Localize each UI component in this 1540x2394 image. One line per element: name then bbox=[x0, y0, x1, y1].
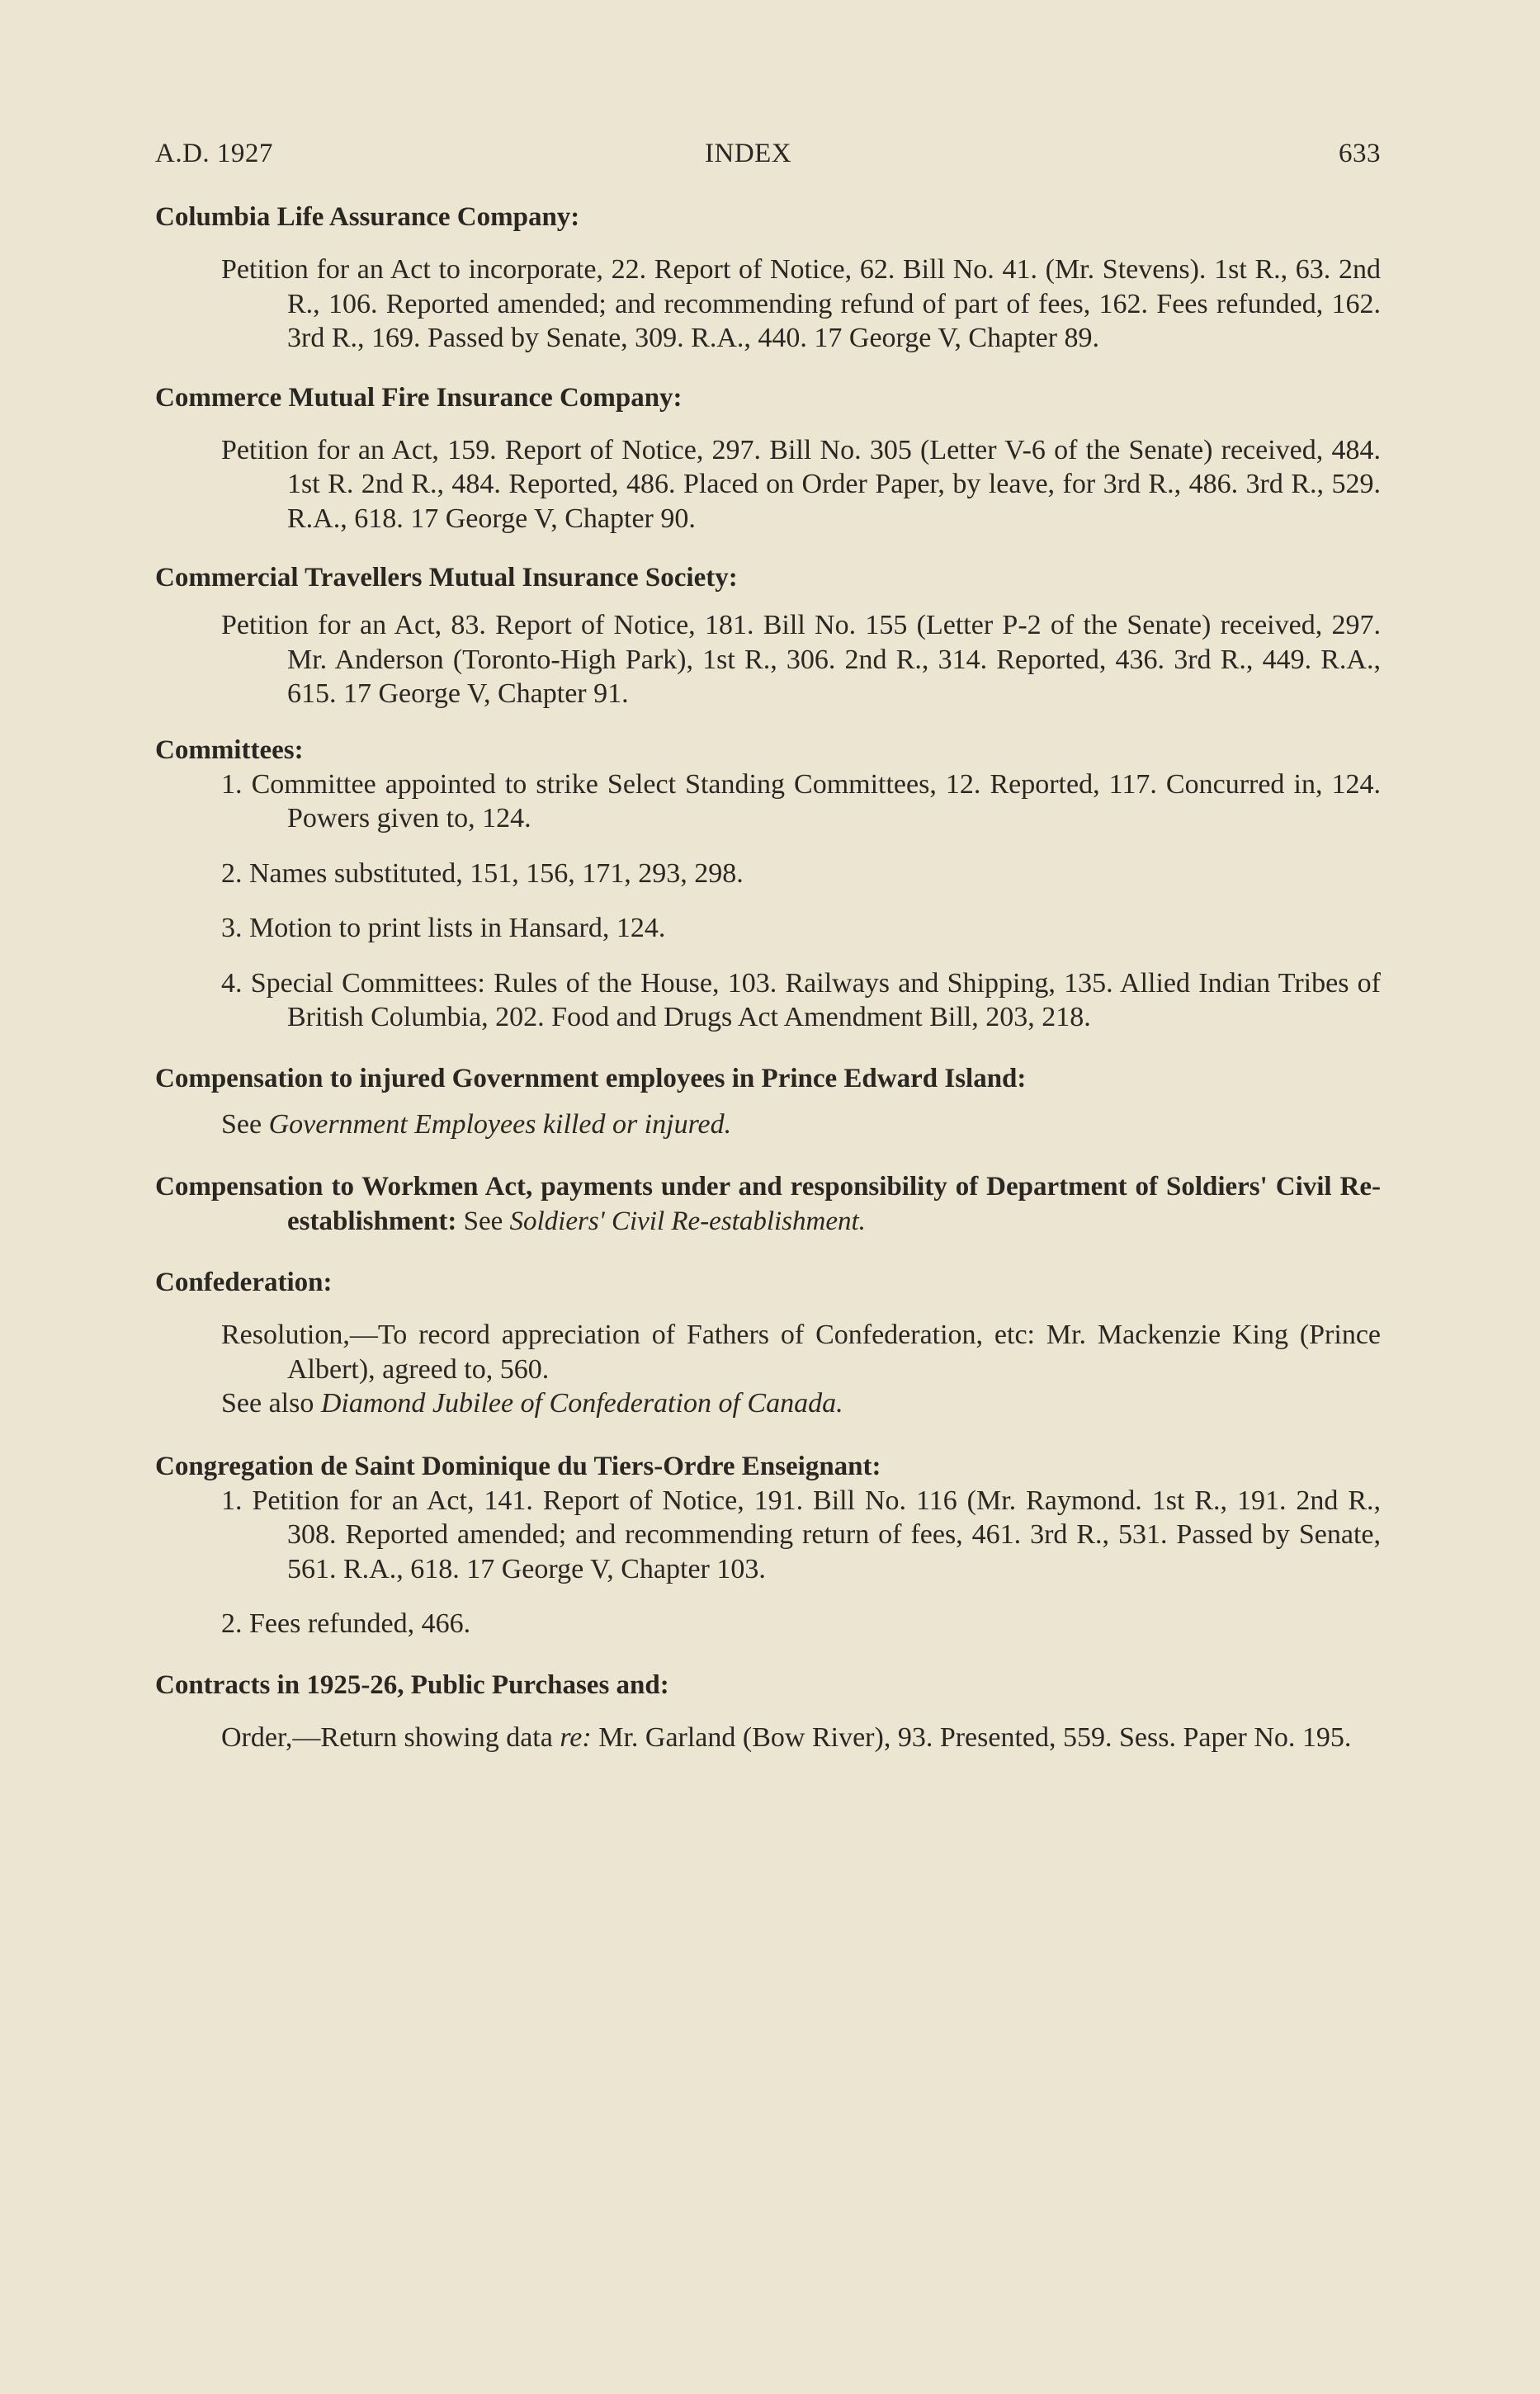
item-text: Special Committees: Rules of the House, 103. Railways and Shipping, 135. Allied Indian Tribes of British Columbia, 202. Food and Drugs Act Amendment Bill, 203, 218. bbox=[250, 967, 1381, 1032]
index-page bbox=[155, 139, 1381, 1754]
index-entry-compensation-workmen bbox=[155, 1169, 1381, 1239]
order-re: re: bbox=[560, 1721, 592, 1753]
index-entry-commercial-travellers bbox=[155, 560, 1381, 711]
entry-heading: Compensation to injured Government employees in Prince Edward Island: bbox=[155, 1063, 1027, 1093]
numbered-item bbox=[155, 857, 1381, 891]
item-text: Motion to print lists in Hansard, 124. bbox=[249, 913, 666, 943]
entry-paragraph: Petition for an Act, 159. Report of Notice, 297. Bill No. 305 (Letter V-6 of the Senate) received, 484. 1st R. 2nd R., 484. Reported, 486. Placed on Order Paper, by leave, for 3rd R., 486. 3rd R., 529. R.A., 618. 17 George V, Chapter 90. bbox=[221, 434, 1381, 534]
entry-heading: Commercial Travellers Mutual Insurance Society: bbox=[155, 563, 738, 593]
order-text-end: Mr. Garland (Bow River), 93. Presented, 559. Sess. Paper No. 195. bbox=[591, 1721, 1352, 1753]
item-number: 1. bbox=[221, 768, 243, 800]
running-head-date: A.D. 1927 bbox=[155, 139, 273, 168]
see-target: Soldiers' Civil Re-establishment. bbox=[509, 1206, 866, 1236]
see-label: See bbox=[463, 1206, 503, 1236]
running-head-title: INDEX bbox=[705, 139, 792, 168]
see-target: Government Employees killed or injured. bbox=[268, 1108, 732, 1140]
index-entry-columbia-life bbox=[155, 200, 1381, 356]
item-text: Petition for an Act, 141. Report of Notice, 191. Bill No. 116 (Mr. Raymond. 1st R., 191. 2nd R., 308. Reported amended; and recommending return of fees, 461. 3rd R., 531. Passed by Senate, 561. R.A., 618. 17 George V, Chapter 103. bbox=[252, 1485, 1382, 1584]
entry-paragraph: Petition for an Act, 83. Report of Notice, 181. Bill No. 155 (Letter P-2 of the Senate) received, 297. Mr. Anderson (Toronto-High Park), 1st R., 306. 2nd R., 314. Reported, 436. 3rd R., 449. R.A., 615. 17 George V, Chapter 91. bbox=[221, 610, 1381, 709]
entry-heading-text: Compensation to Workmen Act, payments under and responsibility of Department of Soldiers' Civil Re-establishment: bbox=[155, 1172, 1381, 1236]
numbered-item bbox=[155, 911, 1381, 946]
entry-heading: Congregation de Saint Dominique du Tiers-Ordre Enseignant: bbox=[155, 1451, 881, 1481]
index-entry-congregation bbox=[155, 1449, 1381, 1641]
entry-heading: Committees: bbox=[155, 734, 304, 765]
see-also-label: See also bbox=[221, 1388, 314, 1419]
index-entry-confederation bbox=[155, 1265, 1381, 1421]
item-text: Fees refunded, 466. bbox=[249, 1608, 471, 1639]
see-also-reference bbox=[155, 1386, 1381, 1421]
item-number: 1. bbox=[221, 1485, 243, 1516]
item-number: 4. bbox=[221, 967, 243, 999]
entry-heading: Contracts in 1925-26, Public Purchases and: bbox=[155, 1669, 669, 1700]
item-text: Committee appointed to strike Select Standing Committees, 12. Reported, 117. Concurred in, 124. Powers given to, 124. bbox=[251, 768, 1381, 833]
item-number: 2. bbox=[221, 1608, 243, 1639]
item-text: Names substituted, 151, 156, 171, 293, 298. bbox=[249, 857, 744, 889]
entry-paragraph: Petition for an Act to incorporate, 22. Report of Notice, 62. Bill No. 41. (Mr. Stevens). 1st R., 63. 2nd R., 106. Reported amended; and recommending refund of part of fees, 162. Fees refunded, 162. 3rd R., 169. Passed by Senate, 309. R.A., 440. 17 George V, Chapter 89. bbox=[221, 254, 1381, 353]
entry-heading: Commerce Mutual Fire Insurance Company: bbox=[155, 382, 683, 413]
item-number: 3. bbox=[221, 913, 243, 943]
see-reference bbox=[155, 1107, 1381, 1142]
see-also-target: Diamond Jubilee of Confederation of Canada. bbox=[320, 1388, 843, 1419]
numbered-item bbox=[155, 767, 1381, 836]
entry-heading: Columbia Life Assurance Company: bbox=[155, 202, 580, 232]
page-number: 633 bbox=[1339, 139, 1381, 168]
numbered-item bbox=[155, 1607, 1381, 1641]
numbered-item bbox=[155, 966, 1381, 1035]
index-entry-committees bbox=[155, 733, 1381, 1035]
entry-paragraph bbox=[155, 1721, 1381, 1755]
entry-heading: Confederation: bbox=[155, 1268, 333, 1297]
index-entry-commerce-mutual bbox=[155, 380, 1381, 536]
index-entry-compensation-injured bbox=[155, 1061, 1381, 1142]
index-entry-contracts bbox=[155, 1668, 1381, 1755]
running-head bbox=[155, 139, 1381, 180]
entry-heading bbox=[155, 1169, 1381, 1239]
see-label: See bbox=[221, 1108, 262, 1140]
order-text-start: Order,—Return showing data bbox=[221, 1721, 560, 1753]
numbered-item bbox=[155, 1484, 1381, 1587]
entry-paragraph: Resolution,—To record appreciation of Fathers of Confederation, etc: Mr. Mackenzie King (Prince Albert), agreed to, 560. bbox=[221, 1320, 1381, 1385]
item-number: 2. bbox=[221, 857, 243, 889]
